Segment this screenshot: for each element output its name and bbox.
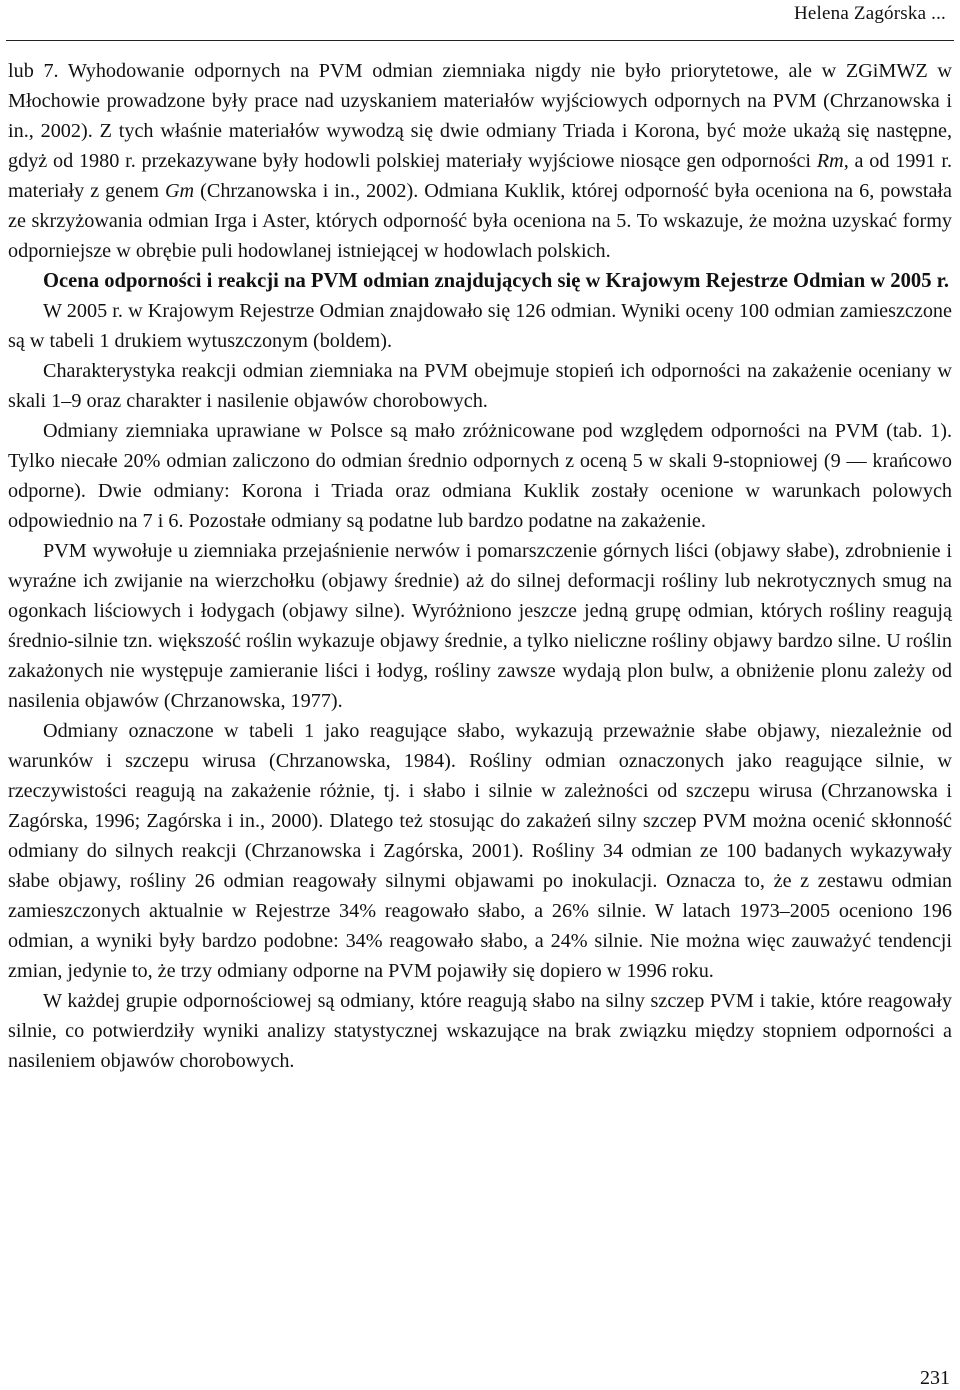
page-number: 231 bbox=[920, 1367, 950, 1389]
paragraph-text: lub 7. Wyhodowanie odpornych na PVM odmian ziemniaka nigdy nie było priorytetowe, ale w ZGiMWZ w Młochowie prowadzone były prace nad uzyskaniem materiałów wyjściowych odpornych na PVM (Chrzanowska i in., 2002). Z tych właśnie materiałów wywodzą się dwie odmiany Triada i Korona, być może ukażą się następne, gdyż od 1980 r. przekazywane były hodowli polskiej materiały wyjściowe niosące gen odporności bbox=[8, 60, 952, 172]
body-text bbox=[8, 56, 952, 1076]
paragraph: W 2005 r. w Krajowym Rejestrze Odmian znajdowało się 126 odmian. Wyniki oceny 100 odmian zamieszczone są w tabeli 1 drukiem wytuszczonym (boldem). bbox=[8, 300, 952, 352]
header-rule bbox=[6, 40, 954, 41]
paragraph: Charakterystyka reakcji odmian ziemniaka na PVM obejmuje stopień ich odporności na zakażenie oceniany w skali 1–9 oraz charakter i nasilenie objawów chorobowych. bbox=[8, 360, 952, 412]
gene-name-rm: Rm bbox=[816, 150, 844, 172]
paragraph: PVM wywołuje u ziemniaka przejaśnienie nerwów i pomarszczenie górnych liści (objawy słabe), zdrobnienie i wyraźne ich zwijanie na wierzchołku (objawy średnie) aż do silnej deformacji rośliny lub nekrotycznych smug na ogonkach liściowych i łodygach (objawy silne). Wyróżniono jeszcze jedną grupę odmian, których rośliny reagują średnio-silnie tzn. większość roślin wykazuje objawy średnie, a tylko nieliczne rośliny objawy bardzo silne. U roślin zakażonych nie występuje zamieranie liści i łodyg, rośliny zawsze wydają plon bulw, a obniżenie plonu zależy od nasilenia objawów (Chrzanowska, 1977). bbox=[8, 540, 952, 712]
paragraph-continuation bbox=[8, 56, 952, 266]
paragraph: W każdej grupie odpornościowej są odmiany, które reagują słabo na silny szczep PVM i takie, które reagowały silnie, co potwierdziły wyniki analizy statystycznej wskazujące na brak związku między stopniem odporności a nasileniem objawów chorobowych. bbox=[8, 990, 952, 1072]
running-header: Helena Zagórska ... bbox=[793, 3, 946, 24]
paragraph-text: , a od 1991 r. materiały z genem bbox=[8, 150, 952, 202]
paragraph: Odmiany oznaczone w tabeli 1 jako reagujące słabo, wykazują przeważnie słabe objawy, niezależnie od warunków i szczepu wirusa (Chrzanowska, 1984). Rośliny odmian oznaczonych jako reagujące silnie, w rzeczywistości reagują na zakażenie różnie, tj. i słabo i silnie w zależności od szczepu wirusa (Chrzanowska i Zagórska, 1996; Zagórska i in., 2000). Dlatego też stosując do zakażeń silny szczep PVM można ocenić skłonność odmiany do silnych reakcji (Chrzanowska i Zagórska, 2001). Rośliny 34 odmian ze 100 badanych wykazywały słabe objawy, rośliny 26 odmian reagowały silnymi objawami po inokulacji. Oznacza to, że z zestawu odmian zamieszczonych aktualnie w Rejestrze 34% reagowało słabo, a 26% silnie. W latach 1973–2005 oceniono 196 odmian, a wyniki były bardzo podobne: 34% reagowało słabo, a 24% silnie. Nie można więc zauważyć tendencji zmian, jedynie to, że trzy odmiany odporne na PVM pojawiły się dopiero w 1996 roku. bbox=[8, 720, 952, 982]
paragraph: Odmiany ziemniaka uprawiane w Polsce są mało zróżnicowane pod względem odporności na PVM (tab. 1). Tylko niecałe 20% odmian zaliczono do odmian średnio odpornych z oceną 5 w skali 9-stopniowej (9 — krańcowo odporne). Dwie odmiany: Korona i Triada oraz odmiana Kuklik zostały ocenione w warunkach polowych odpowiednio na 7 i 6. Pozostałe odmiany są podatne lub bardzo podatne na zakażenie. bbox=[8, 420, 952, 532]
paragraph-text: (Chrzanowska i in., 2002). Odmiana Kuklik, której odporność była oceniona na 6, powstała ze skrzyżowania odmian Irga i Aster, których odporność była oceniona na 5. To wskazuje, że można uzyskać formy odporniejsze w obrębie puli hodowlanej istniejącej w hodowlach polskich. bbox=[8, 180, 952, 262]
section-heading: Ocena odporności i reakcji na PVM odmian znajdujących się w Krajowym Rejestrze Odmian w 2005 r. bbox=[43, 270, 950, 292]
gene-name-gm: Gm bbox=[164, 180, 195, 202]
